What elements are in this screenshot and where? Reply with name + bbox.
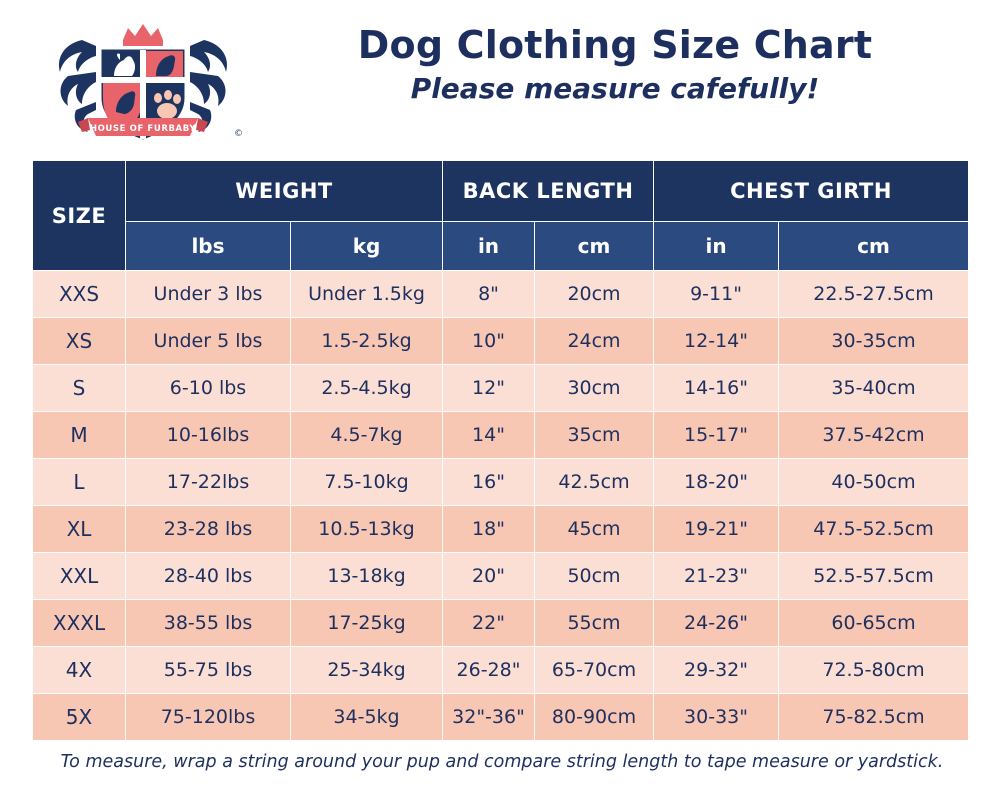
cell-chest-cm: 35-40cm bbox=[779, 365, 969, 412]
cell-back-in: 22" bbox=[443, 600, 535, 647]
cell-back-cm: 42.5cm bbox=[535, 459, 654, 506]
cell-weight-lbs: 10-16lbs bbox=[126, 412, 291, 459]
page-subtitle: Please measure cafefully! bbox=[410, 71, 820, 105]
cell-chest-in: 24-26" bbox=[654, 600, 779, 647]
cell-back-in: 16" bbox=[443, 459, 535, 506]
cell-back-cm: 35cm bbox=[535, 412, 654, 459]
cell-size: XS bbox=[33, 318, 126, 365]
header-chest-girth: CHEST GIRTH bbox=[654, 161, 969, 222]
cell-back-in: 8" bbox=[443, 271, 535, 318]
cell-size: 4X bbox=[33, 647, 126, 694]
cell-back-cm: 50cm bbox=[535, 553, 654, 600]
cell-chest-in: 19-21" bbox=[654, 506, 779, 553]
page-header bbox=[0, 0, 1000, 148]
cell-back-cm: 55cm bbox=[535, 600, 654, 647]
cell-weight-kg: Under 1.5kg bbox=[291, 271, 443, 318]
cell-weight-kg: 2.5-4.5kg bbox=[291, 365, 443, 412]
size-chart-table bbox=[32, 160, 969, 741]
cell-weight-lbs: 75-120lbs bbox=[126, 694, 291, 741]
cell-weight-lbs: 17-22lbs bbox=[126, 459, 291, 506]
cell-weight-kg: 10.5-13kg bbox=[291, 506, 443, 553]
cell-back-cm: 80-90cm bbox=[535, 694, 654, 741]
cell-back-cm: 65-70cm bbox=[535, 647, 654, 694]
cell-chest-in: 15-17" bbox=[654, 412, 779, 459]
table-group-header-row bbox=[33, 161, 969, 222]
header-back-length: BACK LENGTH bbox=[443, 161, 654, 222]
cell-chest-cm: 37.5-42cm bbox=[779, 412, 969, 459]
subheader-weight-lbs: lbs bbox=[126, 222, 291, 271]
cell-chest-cm: 47.5-52.5cm bbox=[779, 506, 969, 553]
cell-back-cm: 24cm bbox=[535, 318, 654, 365]
cell-weight-lbs: 38-55 lbs bbox=[126, 600, 291, 647]
cell-weight-lbs: 23-28 lbs bbox=[126, 506, 291, 553]
table-row bbox=[33, 459, 969, 506]
cell-weight-kg: 34-5kg bbox=[291, 694, 443, 741]
subheader-chest-in: in bbox=[654, 222, 779, 271]
cell-chest-in: 29-32" bbox=[654, 647, 779, 694]
table-row bbox=[33, 600, 969, 647]
cell-back-in: 26-28" bbox=[443, 647, 535, 694]
registered-mark: © bbox=[234, 129, 243, 139]
cell-size: L bbox=[33, 459, 126, 506]
table-row bbox=[33, 271, 969, 318]
cell-weight-lbs: 6-10 lbs bbox=[126, 365, 291, 412]
title-block bbox=[250, 24, 980, 105]
cell-weight-kg: 4.5-7kg bbox=[291, 412, 443, 459]
cell-size: XXS bbox=[33, 271, 126, 318]
cell-chest-in: 18-20" bbox=[654, 459, 779, 506]
cell-back-cm: 30cm bbox=[535, 365, 654, 412]
page-title: Dog Clothing Size Chart bbox=[357, 23, 873, 67]
cell-chest-in: 9-11" bbox=[654, 271, 779, 318]
cell-size: 5X bbox=[33, 694, 126, 741]
cell-size: XXL bbox=[33, 553, 126, 600]
cell-weight-lbs: 28-40 lbs bbox=[126, 553, 291, 600]
cell-chest-cm: 60-65cm bbox=[779, 600, 969, 647]
cell-chest-in: 12-14" bbox=[654, 318, 779, 365]
cell-chest-in: 21-23" bbox=[654, 553, 779, 600]
cell-weight-kg: 13-18kg bbox=[291, 553, 443, 600]
cell-chest-cm: 52.5-57.5cm bbox=[779, 553, 969, 600]
cell-weight-lbs: 55-75 lbs bbox=[126, 647, 291, 694]
cell-weight-kg: 17-25kg bbox=[291, 600, 443, 647]
header-size: SIZE bbox=[33, 161, 126, 271]
cell-weight-lbs: Under 3 lbs bbox=[126, 271, 291, 318]
cell-back-in: 12" bbox=[443, 365, 535, 412]
header-weight: WEIGHT bbox=[126, 161, 443, 222]
cell-back-in: 20" bbox=[443, 553, 535, 600]
cell-weight-kg: 25-34kg bbox=[291, 647, 443, 694]
cell-back-in: 18" bbox=[443, 506, 535, 553]
cell-chest-cm: 22.5-27.5cm bbox=[779, 271, 969, 318]
subheader-weight-kg: kg bbox=[291, 222, 443, 271]
subheader-back-cm: cm bbox=[535, 222, 654, 271]
table-row bbox=[33, 412, 969, 459]
subheader-chest-cm: cm bbox=[779, 222, 969, 271]
table-row bbox=[33, 365, 969, 412]
brand-logo bbox=[38, 10, 248, 146]
cell-back-in: 10" bbox=[443, 318, 535, 365]
cell-back-in: 14" bbox=[443, 412, 535, 459]
table-row bbox=[33, 506, 969, 553]
table-row bbox=[33, 553, 969, 600]
cell-weight-kg: 1.5-2.5kg bbox=[291, 318, 443, 365]
cell-chest-cm: 75-82.5cm bbox=[779, 694, 969, 741]
table-row bbox=[33, 318, 969, 365]
table-row bbox=[33, 694, 969, 741]
cell-weight-kg: 7.5-10kg bbox=[291, 459, 443, 506]
table-body bbox=[33, 271, 969, 741]
cell-weight-lbs: Under 5 lbs bbox=[126, 318, 291, 365]
cell-size: M bbox=[33, 412, 126, 459]
cell-size: XL bbox=[33, 506, 126, 553]
cell-chest-in: 14-16" bbox=[654, 365, 779, 412]
table-sub-header-row bbox=[33, 222, 969, 271]
cell-chest-cm: 72.5-80cm bbox=[779, 647, 969, 694]
table-row bbox=[33, 647, 969, 694]
measuring-instructions: To measure, wrap a string around your pup and compare string length to tape measure or yardstick. bbox=[60, 752, 944, 772]
cell-chest-cm: 40-50cm bbox=[779, 459, 969, 506]
cell-size: XXXL bbox=[33, 600, 126, 647]
cell-chest-cm: 30-35cm bbox=[779, 318, 969, 365]
cell-chest-in: 30-33" bbox=[654, 694, 779, 741]
brand-ribbon-text: HOUSE OF FURBABY bbox=[89, 124, 197, 134]
subheader-back-in: in bbox=[443, 222, 535, 271]
cell-back-cm: 45cm bbox=[535, 506, 654, 553]
cell-size: S bbox=[33, 365, 126, 412]
cell-back-in: 32"-36" bbox=[443, 694, 535, 741]
cell-back-cm: 20cm bbox=[535, 271, 654, 318]
